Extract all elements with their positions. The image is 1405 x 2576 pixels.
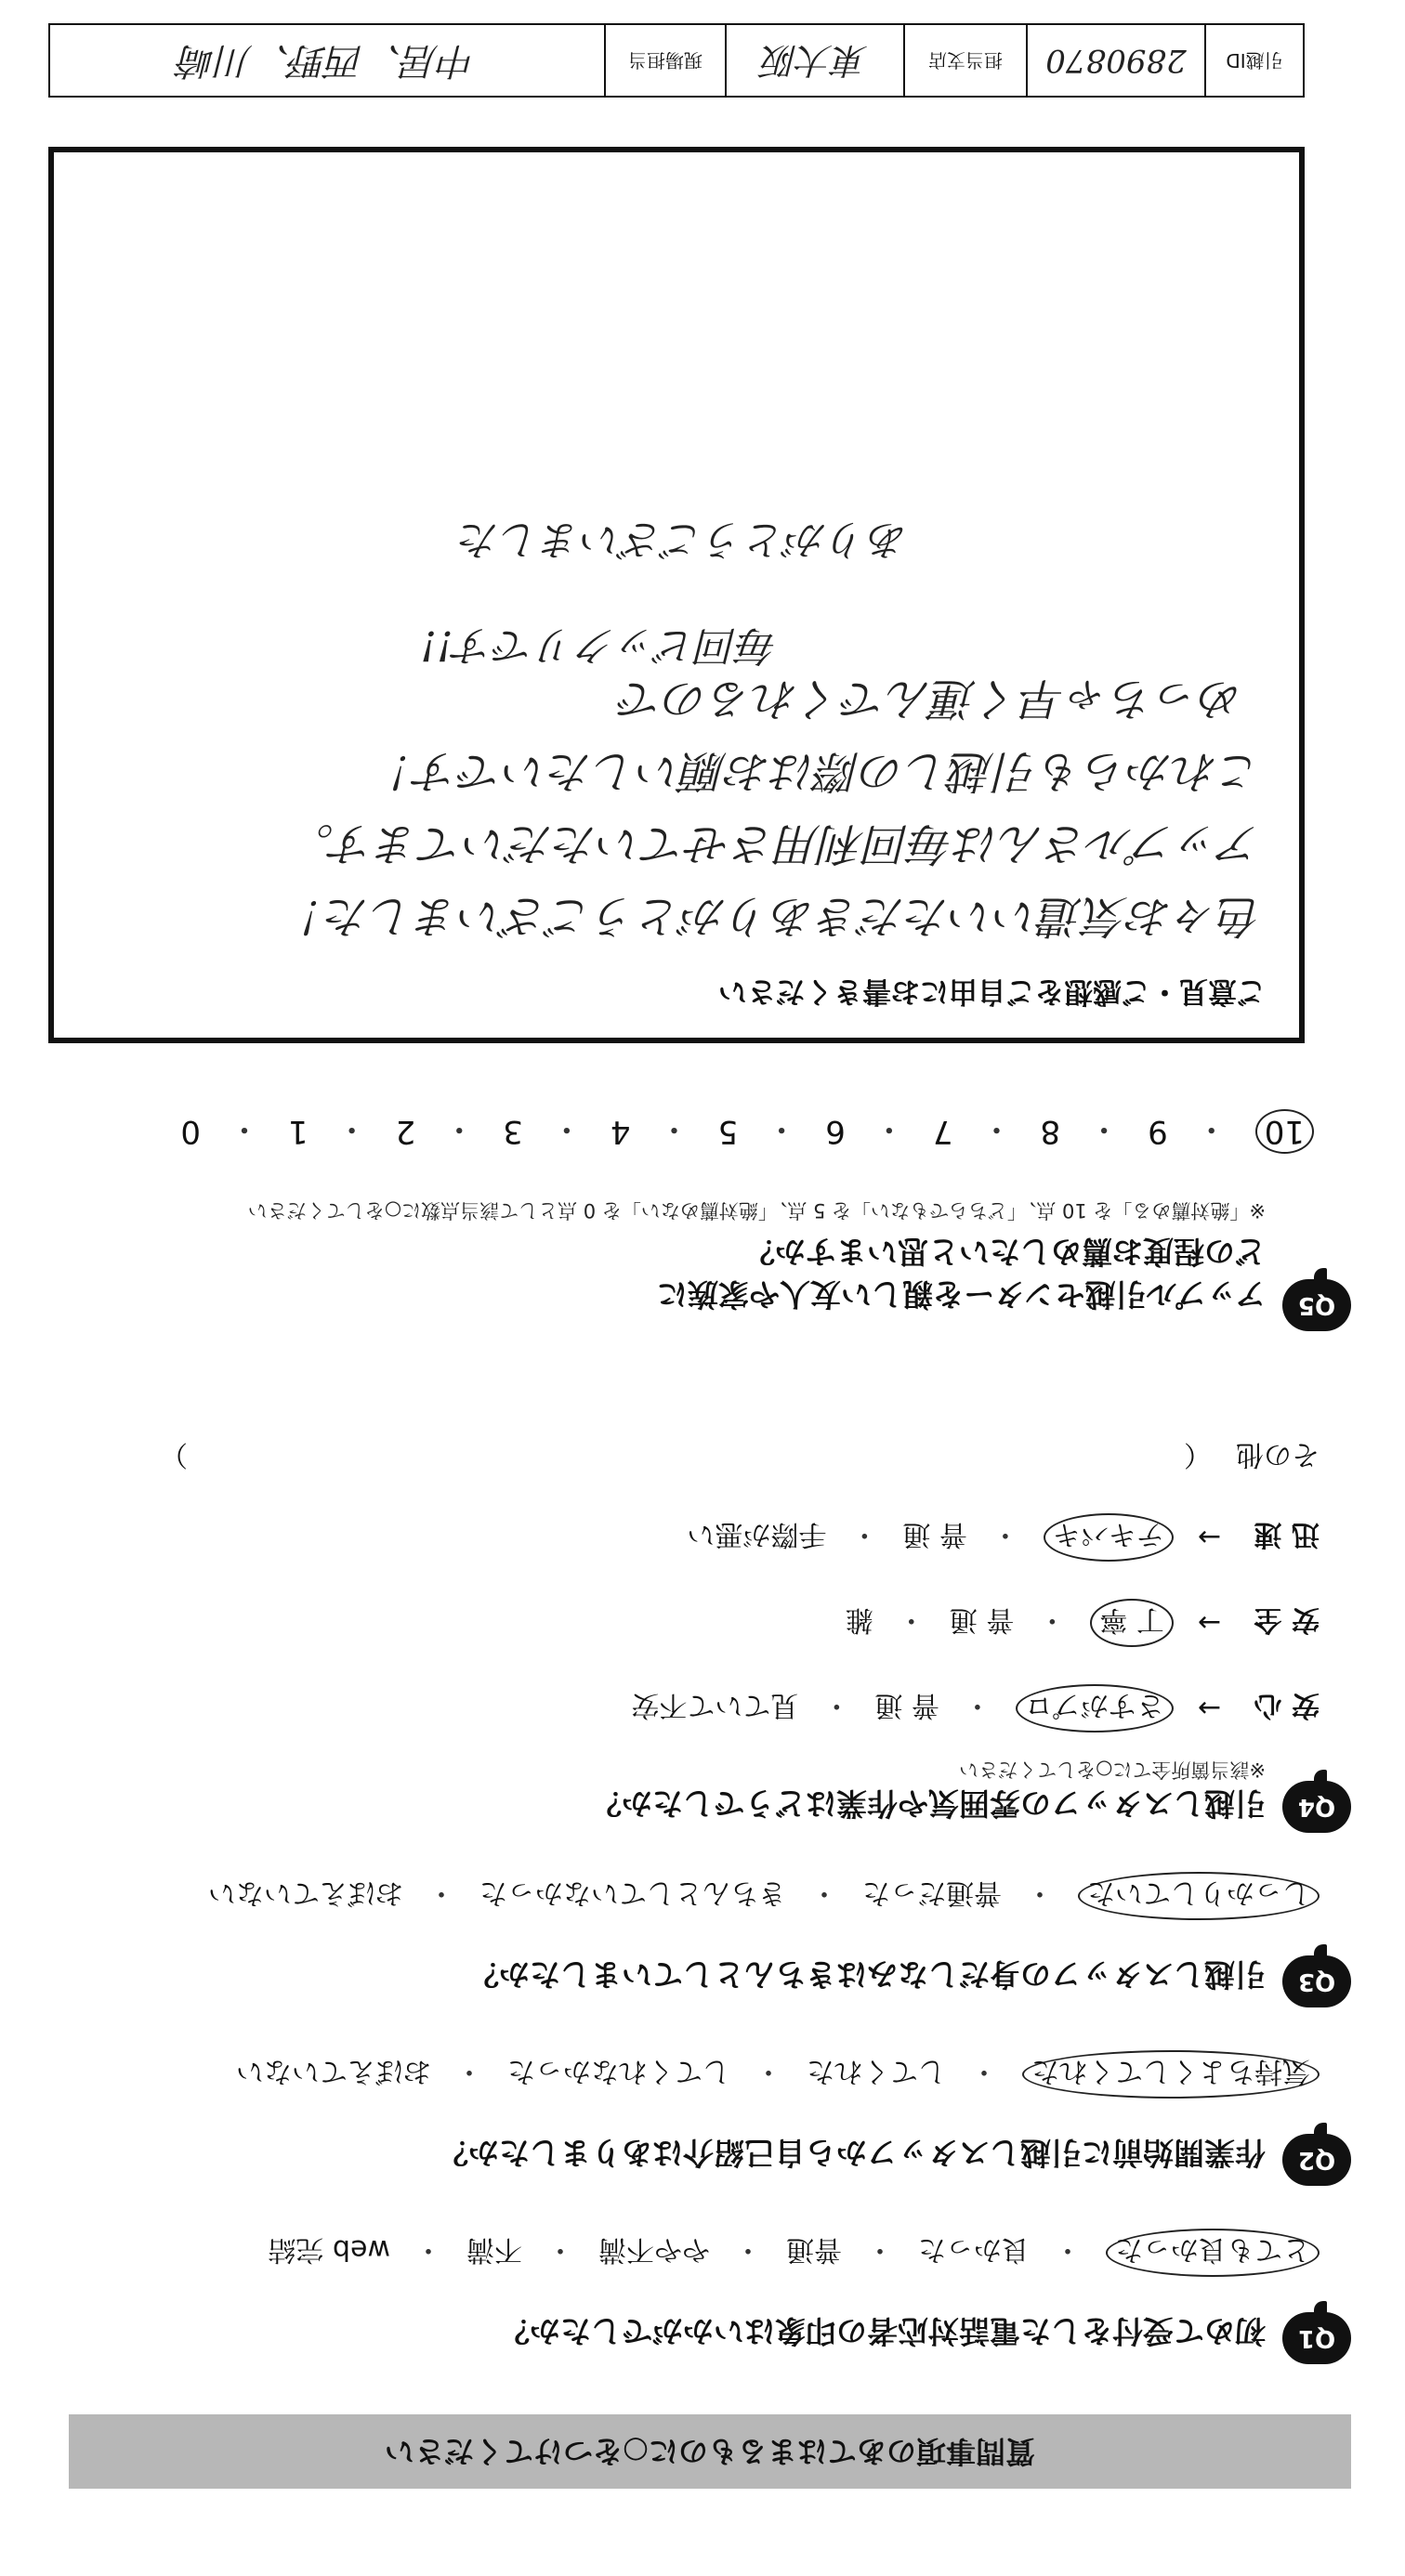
q3-options: しっかりしていた ・ 普通だった ・ きちんとしていなかった ・ おぼえていない <box>208 1872 1320 1920</box>
q4-badge: Q4 <box>1282 1781 1351 1833</box>
q4-other-open: （ <box>1184 1438 1212 1471</box>
branch-value: 東大阪 <box>725 25 903 96</box>
q3-badge: Q3 <box>1282 1955 1351 2007</box>
q4-row-label: 迅 速 <box>1254 1518 1320 1550</box>
q4-other-label: その他 <box>1236 1438 1320 1471</box>
comment-line-3: これからも引越しの際はお願いしたいです！ <box>369 745 1262 797</box>
q5-score-5[interactable]: 5 <box>717 1113 739 1151</box>
q4-row-jinsoku: 迅 速 → テキパキ ・ 普 通 ・ 手際が悪い <box>687 1513 1320 1562</box>
q4-anzen-option-1[interactable]: 丁 寧 <box>1090 1599 1174 1647</box>
comment-heading: ご意見・ご感想をご自由にお書きください <box>718 974 1266 1008</box>
q3-option-4[interactable]: おぼえていない <box>208 1876 403 1909</box>
q3-option-2[interactable]: 普通だった <box>862 1876 1002 1909</box>
q3-option-3[interactable]: きちんとしていなかった <box>479 1876 786 1909</box>
q1-option-2[interactable]: 良かった <box>918 2233 1030 2266</box>
q5-score-2[interactable]: 2 <box>395 1113 416 1151</box>
q4-row-label: 安 心 <box>1254 1689 1320 1721</box>
q4-jinsoku-option-3[interactable]: 手際が悪い <box>687 1518 827 1550</box>
q4-jinsoku-option-2[interactable]: 普 通 <box>902 1518 967 1550</box>
arrow-icon: → <box>1197 1521 1221 1554</box>
leader-value: 中居、西野、川崎 <box>178 39 476 82</box>
q1-badge: Q1 <box>1282 2312 1351 2364</box>
comment-box[interactable] <box>48 147 1305 1043</box>
q1-option-5[interactable]: 不満 <box>466 2233 522 2266</box>
q4-row-label: 安 全 <box>1254 1603 1320 1636</box>
q2-question: 作業開始前に引越しスタッフから自己紹介はありましたか？ <box>438 2135 1266 2171</box>
q5-score-10[interactable]: 10 <box>1255 1110 1314 1155</box>
q5-score-1[interactable]: 1 <box>287 1113 309 1151</box>
comment-line-2: アップルさんは毎回利用させていただいてます。 <box>289 817 1262 870</box>
q1-option-6[interactable]: web 完結 <box>268 2233 390 2266</box>
q5-score-8[interactable]: 8 <box>1040 1113 1061 1151</box>
id-value: 2890870 <box>1026 25 1204 96</box>
q5-question-line2: どの程度お薦めしたいと思いますか？ <box>744 1234 1266 1270</box>
q1-options: とても良かった ・ 良かった ・ 普通 ・ やや不満 ・ 不満 ・ web 完結 <box>268 2229 1320 2277</box>
q4-jinsoku-option-1[interactable]: テキパキ <box>1044 1513 1174 1562</box>
q5-note: ※「絶対薦める」を 10 点、「どちらでもない」を 5 点、「絶対薦めない」を 0 点として該当点数に○をしてください <box>247 1199 1266 1222</box>
q2-options: 気持ちよくしてくれた ・ してくれた ・ してくれなかった ・ おぼえていない <box>236 2050 1320 2099</box>
q4-row-anshin: 安 心 → さすがプロ ・ 普 通 ・ 見ていて不安 <box>631 1684 1320 1733</box>
q5-score-3[interactable]: 3 <box>503 1113 523 1151</box>
q4-note: ※該当箇所全てに○をしてください <box>959 1759 1266 1781</box>
q5-score-6[interactable]: 6 <box>825 1113 846 1151</box>
id-label: 引越ID <box>1204 25 1303 96</box>
q4-other-close: ） <box>160 1438 188 1471</box>
comment-line-6: ありがとうございました <box>459 516 909 563</box>
q4-row-anzen: 安 全 → 丁 寧 ・ 普 通 ・ 雑 <box>846 1599 1320 1647</box>
q2-option-4[interactable]: おぼえていない <box>236 2055 431 2087</box>
q5-badge: Q5 <box>1282 1279 1351 1331</box>
q4-anshin-option-2[interactable]: 普 通 <box>874 1689 939 1721</box>
q5-scale: 10 ・ 9 ・ 8 ・ 7 ・ 6 ・ 5 ・ 4 ・ 3 ・ 2 ・ 1 ・ 0 <box>180 1109 1314 1155</box>
info-table <box>48 23 1305 98</box>
comment-line-4: めっちゃ早く運んでくれるので <box>619 673 1243 725</box>
q4-question: 引越しスタッフの雰囲気や作業はどうでしたか？ <box>591 1785 1266 1822</box>
q2-option-3[interactable]: してくれなかった <box>507 2055 730 2087</box>
q5-score-7[interactable]: 7 <box>932 1113 953 1151</box>
q1-question: 初めて受付をした電話対応者の印象はいかがでしたか？ <box>499 2313 1266 2349</box>
comment-line-1: 色々お気遣いいただきありがとうございました！ <box>280 890 1262 942</box>
q5-score-4[interactable]: 4 <box>610 1113 631 1151</box>
q4-other <box>112 1437 1320 1478</box>
q2-option-1[interactable]: 気持ちよくしてくれた <box>1022 2050 1320 2099</box>
branch-label: 担当支店 <box>903 25 1026 96</box>
q5-score-9[interactable]: 9 <box>1148 1113 1168 1151</box>
q1-option-1[interactable]: とても良かった <box>1106 2229 1320 2277</box>
q4-anshin-option-3[interactable]: 見ていて不安 <box>631 1689 799 1721</box>
q5-question-line1: アップル引越センターを親しい友人や家族に <box>656 1276 1266 1313</box>
instruction-text: 質問事項のあてはまるものに○をつけてください <box>385 2434 1035 2469</box>
q3-question: 引越しスタッフの身だしなみはきちんとしていましたか？ <box>468 1956 1266 1993</box>
q5-score-0[interactable]: 0 <box>180 1113 201 1151</box>
q4-anshin-option-1[interactable]: さすがプロ <box>1016 1684 1174 1733</box>
q4-anzen-option-3[interactable]: 雑 <box>845 1603 873 1636</box>
q3-option-1[interactable]: しっかりしていた <box>1078 1872 1320 1920</box>
arrow-icon: → <box>1197 1692 1221 1725</box>
q2-badge: Q2 <box>1282 2134 1351 2186</box>
comment-line-5: 毎回ビックリです!! <box>420 621 779 669</box>
arrow-icon: → <box>1197 1606 1221 1640</box>
leader-label: 現場担当 <box>604 25 725 96</box>
q1-option-4[interactable]: やや不満 <box>598 2233 710 2266</box>
q4-anzen-option-2[interactable]: 普 通 <box>949 1603 1015 1636</box>
q2-option-2[interactable]: してくれた <box>807 2055 946 2087</box>
q1-option-3[interactable]: 普通 <box>786 2233 842 2266</box>
